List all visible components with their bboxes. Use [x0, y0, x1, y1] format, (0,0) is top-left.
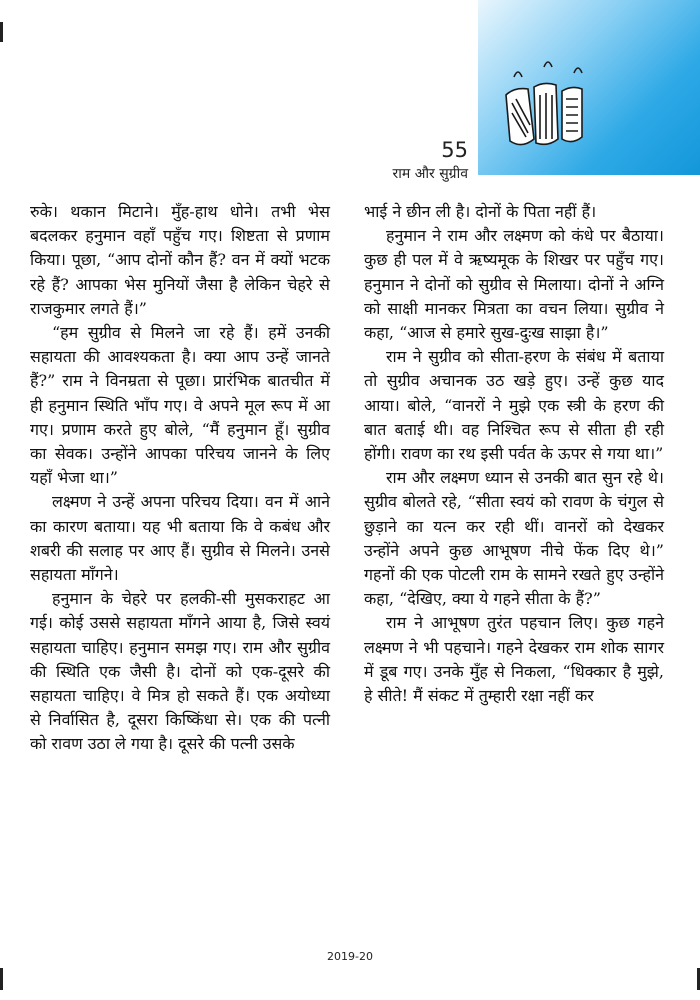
paragraph: राम ने आभूषण तुरंत पहचान लिए। कुछ गहने लक्ष्मण ने भी पहचाने। गहने देखकर राम शोक सागर में डूब गए। उनके मुँह से निकला, “धिक्कार है मुझे, हे सीते! मैं संकट में तुम्हारी रक्षा नहीं कर	[364, 613, 664, 706]
chapter-title: राम और सुग्रीव	[392, 166, 468, 182]
paragraph: हनुमान ने राम और लक्ष्मण को कंधे पर बैठाया। कुछ ही पल में वे ऋष्यमूक के शिखर पर पहुँच गए। हनुमान ने दोनों को सुग्रीव से मिलाया। दोनों ने अग्नि को साक्षी मानकर मित्रता का वचन लिया। सुग्रीव ने कहा, “आज से हमारे सुख-दुःख साझा है।”	[364, 226, 664, 343]
paragraph: लक्ष्मण ने उन्हें अपना परिचय दिया। वन में आने का कारण बताया। यह भी बताया कि वे कबंध और शबरी की सलाह पर आए हैं। सुग्रीव से मिलने। उनसे सहायता माँगने।	[30, 492, 330, 585]
paragraph: राम और लक्ष्मण ध्यान से उनकी बात सुन रहे थे। सुग्रीव बोलते रहे, “सीता स्वयं को रावण के चंगुल से छुड़ाने का यत्न कर रही थीं। वानरों को देखकर उन्होंने अपने कुछ आभूषण नीचे फेंक दिए थे।” गहनों की एक पोटली राम के सामने रखते हुए उन्होंने कहा, “देखिए, क्या ये गहने सीता के हैं?”	[364, 468, 664, 609]
header-illustration-icon	[500, 55, 610, 165]
right-text-column	[364, 200, 664, 708]
page-number: 55	[441, 138, 468, 162]
paragraph: भाई ने छीन ली है। दोनों के पिता नहीं हैं।	[364, 202, 597, 221]
left-text-column	[30, 200, 330, 757]
footer-year: 2019-20	[327, 950, 373, 963]
paragraph: हनुमान के चेहरे पर हलकी-सी मुसकराहट आ गई। कोई उससे सहायता माँगने आया है, जिसे स्वयं सहायता चाहिए। हनुमान समझ गए। राम और सुग्रीव की स्थिति एक जैसी है। दोनों को एक-दूसरे की सहायता चाहिए। वे मित्र हो सकते हैं। एक अयोध्या से निर्वासित है, दूसरा किष्किंधा से। एक की पत्नी को रावण उठा ले गया है। दूसरे की पत्नी उसके	[30, 589, 330, 754]
paragraph: रुके। थकान मिटाने। मुँह-हाथ धोने। तभी भेस बदलकर हनुमान वहाँ पहुँच गए। शिष्टता से प्रणाम किया। पूछा, “आप दोनों कौन हैं? वन में क्यों भटक रहे हैं? आपका भेस मुनियों जैसा है लेकिन चेहरे से राजकुमार लगते हैं।”	[30, 202, 330, 318]
paragraph: “हम सुग्रीव से मिलने जा रहे हैं। हमें उनकी सहायता की आवश्यकता है। क्या आप उन्हें जानते हैं?” राम ने विनम्रता से पूछा। प्रारंभिक बातचीत में ही हनुमान स्थिति भाँप गए। वे अपने मूल रूप में आ गए। प्रणाम करते हुए बोले, “मैं हनुमान हूँ। सुग्रीव का सेवक। उन्होंने आपका परिचय जानने के लिए यहाँ भेजा था।”	[30, 323, 330, 488]
crop-mark-bottom-left	[0, 968, 3, 990]
paragraph: राम ने सुग्रीव को सीता-हरण के संबंध में बताया तो सुग्रीव अचानक उठ खड़े हुए। उन्हें कुछ याद आया। बोले, “वानरों ने मुझे एक स्त्री के हरण की बात बताई थी। वह निश्चित रूप से सीता ही रही होंगी। रावण का रथ इसी पर्वत के ऊपर से गया था।”	[364, 347, 664, 464]
crop-mark-top-left	[0, 22, 3, 42]
